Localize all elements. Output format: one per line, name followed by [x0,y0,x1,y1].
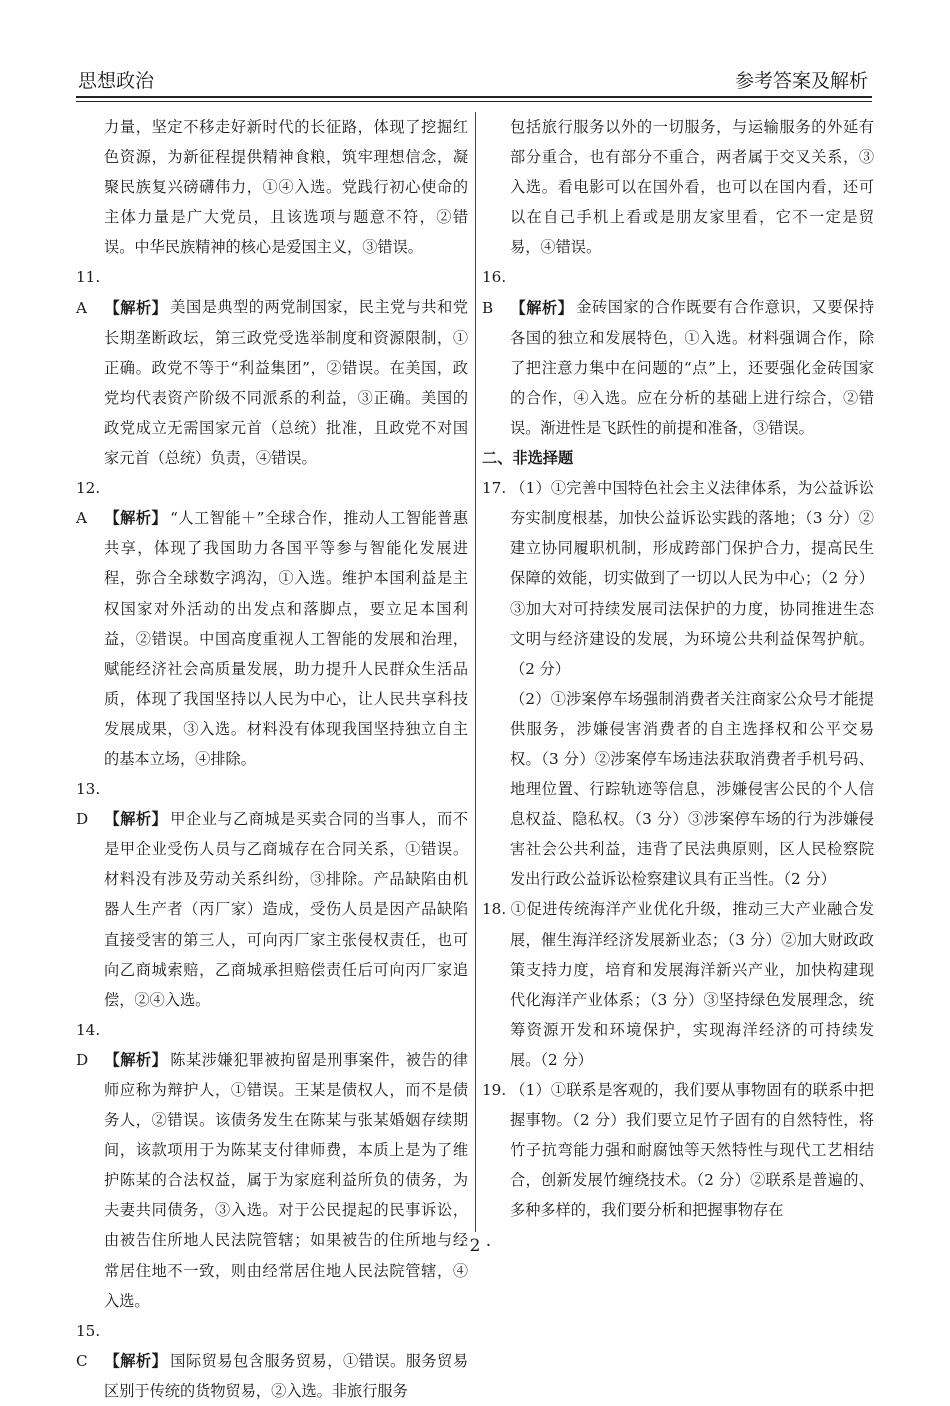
answer-text: （1）①联系是客观的，我们要从事物固有的联系中把握事物。（2 分）我们要立足竹子固有的自然特性，将竹子抗弯能力强和耐腐蚀等天然特性与现代工艺相结合，创新发展竹缠绕技术。（2 分）②联系是普遍的、多种多样的，我们要分析和把握事物存在 [510,1081,874,1220]
left-column [76,112,468,1406]
answer-16 [482,262,874,443]
analysis-tag: 【解析】 [104,810,168,829]
answer-18 [482,894,874,1075]
header-rule-thin [76,101,872,102]
continued-answer-10: 力量，坚定不移走好新时代的长征路，体现了挖掘红色资源，为新征程提供精神食粮，筑牢理想信念，凝聚民族复兴磅礴伟力，①④入选。党践行初心使命的主体力量是广大党员，且该选项与题意不符，②错误。中华民族精神的核心是爱国主义，③错误。 [104,118,468,257]
section-heading: 二、非选择题 [482,449,574,468]
analysis-tag: 【解析】 [104,1050,168,1069]
column-divider [475,112,476,1232]
answer-text: （1）①完善中国特色社会主义法律体系，为公益诉讼夯实制度根基，加快公益诉讼实践的落地；（3 分）②建立协同履职机制，形成跨部门保护合力，提高民生保障的效能，切实做到了一切以人民为中心；（2 分）③加大对可持续发展司法保护的力度，协同推进生态文明与经济建设的发展，为环境公共利益保驾护航。（2 分） [510,479,874,678]
answer-text: 金砖国家的合作既要有合作意识，又要保持各国的独立和发展特色，①入选。材料强调合作，除了把注意力集中在问题的“点”上，还要强化金砖国家的合作，④入选。应在分析的基础上进行综合，②错误。渐进性是飞跃性的前提和准备，③错误。 [510,298,875,437]
answer-13 [76,774,468,1015]
answer-11 [76,262,468,473]
page-header [76,62,872,98]
right-column [482,112,874,1225]
answer-17-part-1 [482,473,874,684]
subject-title: 思想政治 [78,70,155,92]
answer-text: 国际贸易包含服务贸易，①错误。服务贸易区别于传统的货物贸易，②入选。非旅行服务 [104,1351,469,1400]
continued-answer-15: 包括旅行服务以外的一切服务，与运输服务的外延有部分重合，也有部分不重合，两者属于交叉关系，③入选。看电影可以在国外看，也可以在国内看，还可以在自己手机上看或是朋友家里看，它不一定是贸易，④错误。 [510,118,874,257]
question-number: 14. D [76,1020,101,1069]
answer-text: 甲企业与乙商城是买卖合同的当事人，而不是甲企业受伤人员与乙商城存在合同关系，①错误。材料没有涉及劳动关系纠纷，③排除。产品缺陷由机器人生产者（丙厂家）造成，受伤人员是因产品缺陷直接受害的第三人，可向丙厂家主张侵权责任，也可向乙商城索赔，乙商城承担赔偿责任后可向丙厂家追偿，②④入选。 [104,810,469,1009]
answer-15 [76,1316,468,1406]
answer-17-part-2: （2）①涉案停车场强制消费者关注商家公众号才能提供服务，涉嫌侵害消费者的自主选择权和公平交易权。（3 分）②涉案停车场违法获取消费者手机号码、地理位置、行踪轨迹等信息，涉嫌侵害公民的个人信息权益、隐私权。（3 分）③涉案停车场的行为涉嫌侵害社会公共利益，违背了民法典原则，区人民检察院发出行政公益诉讼检察建议具有正当性。（2 分） [510,689,874,889]
answer-14 [76,1015,468,1316]
question-number: 18. [482,900,507,919]
answer-text: “人工智能＋”全球合作，推动人工智能普惠共享，体现了我国助力各国平等参与智能化发展进程，弥合全球数字鸿沟，①入选。维护本国利益是主权国家对外活动的出发点和落脚点，要立足本国利益，②错误。中国高度重视人工智能的发展和治理，赋能经济社会高质量发展，助力提升人民群众生活品质，体现了我国坚持以人民为中心，让人民共享科技发展成果，③入选。材料没有体现我国坚持独立自主的基本立场，④排除。 [104,509,469,768]
question-number: 19. [482,1081,507,1099]
header-rule-thick [76,96,872,98]
question-number: 12. A [76,479,101,528]
answer-19 [482,1075,874,1225]
question-number: 16. B [482,268,507,317]
section-title: 参考答案及解析 [734,70,868,92]
question-number: 17. [482,479,507,498]
answer-text: ①促进传统海洋产业优化升级，推动三大产业融合发展，催生海洋经济发展新业态；（3 分）②加大财政政策支持力度，培育和发展海洋新兴产业，加快构建现代化海洋产业体系；（3 分）③坚持绿色发展理念，统筹资源开发和环境保护，实现海洋经济的可持续发展。（2 分） [510,900,874,1069]
answer-text: 美国是典型的两党制国家，民主党与共和党长期垄断政坛，第三政党受选举制度和资源限制，①正确。政党不等于“利益集团”，②错误。在美国，政党均代表资产阶级不同派系的利益，③正确。美国的政党成立无需国家元首（总统）批准，且政党不对国家元首（总统）负责，④错误。 [104,298,469,468]
answer-text: 陈某涉嫌犯罪被拘留是刑事案件，被告的律师应称为辩护人，①错误。王某是债权人，而不是债务人，②错误。该债务发生在陈某与张某婚姻存续期间，该款项用于为陈某支付律师费，本质上是为了维护陈某的合法权益，属于为家庭利益所负的债务，为夫妻共同债务，③入选。对于公民提起的民事诉讼，由被告住所地人民法院管辖；如果被告的住所地与经常居住地不一致，则由经常居住地人民法院管辖，④入选。 [104,1050,469,1310]
analysis-tag: 【解析】 [104,1351,168,1370]
analysis-tag: 【解析】 [104,509,168,528]
question-number: 15. C [76,1321,101,1370]
question-number: 13. D [76,780,101,829]
page-number: · 2 · [458,1236,492,1256]
analysis-tag: 【解析】 [510,298,574,317]
answer-12 [76,473,468,774]
question-number: 11. A [76,268,101,317]
analysis-tag: 【解析】 [104,298,168,317]
